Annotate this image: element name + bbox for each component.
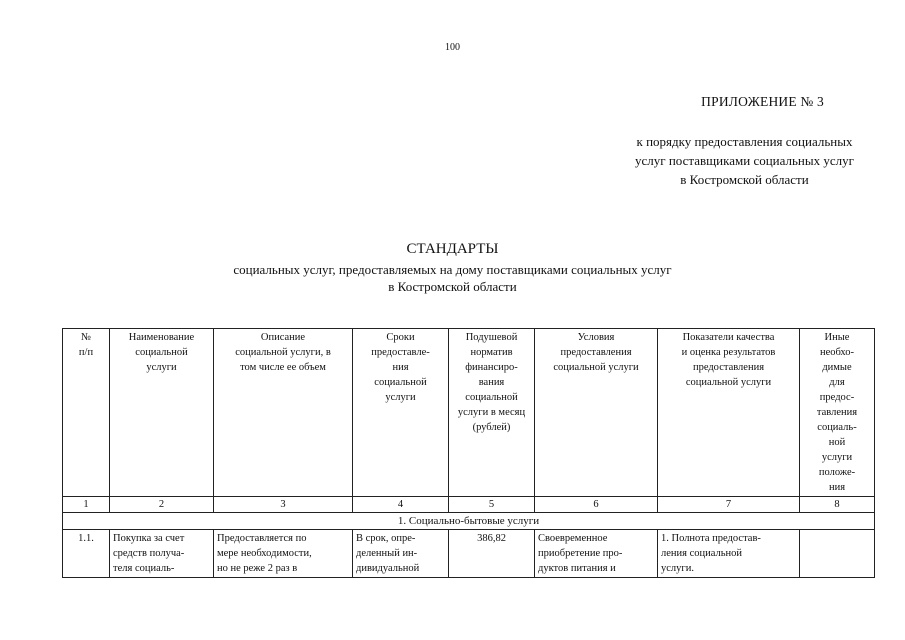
- row-financing-norm: 386,82: [449, 530, 535, 578]
- column-number: 1: [63, 497, 110, 513]
- header-cell-other-provisions: Иные необхо- димые для предос- тавления социаль- ной услуги положе- ния: [800, 329, 875, 497]
- page-number: 100: [445, 42, 460, 53]
- column-number: 8: [800, 497, 875, 513]
- column-number: 7: [658, 497, 800, 513]
- appendix-reference-line: услуг поставщиками социальных услуг: [635, 153, 854, 168]
- row-number: 1.1.: [63, 530, 110, 578]
- column-number: 4: [353, 497, 449, 513]
- row-conditions: Своевременное приобретение про- дуктов питания и: [535, 530, 658, 578]
- row-service-name: Покупка за счет средств получа- теля социаль-: [110, 530, 214, 578]
- appendix-title: ПРИЛОЖЕНИЕ № 3: [701, 94, 824, 109]
- document-title: СТАНДАРТЫ: [406, 241, 499, 257]
- header-cell-terms: Сроки предоставле- ния социальной услуги: [353, 329, 449, 497]
- header-cell-financing-norm: Подушевой норматив финансиро- вания социальной услуги в месяц (рублей): [449, 329, 535, 497]
- column-number-row: [63, 497, 875, 513]
- standards-table: [62, 328, 875, 578]
- subtitle-line: социальных услуг, предоставляемых на дому поставщиками социальных услуг: [233, 262, 672, 277]
- column-number: 2: [110, 497, 214, 513]
- row-quality-indicators: 1. Полнота предостав- ления социальной услуги.: [658, 530, 800, 578]
- header-cell-number: № п/п: [63, 329, 110, 497]
- appendix-reference: [612, 132, 877, 189]
- header-cell-description: Описание социальной услуги, в том числе ее объем: [214, 329, 353, 497]
- table-row: [63, 530, 875, 578]
- row-description: Предоставляется по мере необходимости, но не реже 2 раз в: [214, 530, 353, 578]
- row-other-provisions: [800, 530, 875, 578]
- appendix-reference-line: в Костромской области: [680, 172, 809, 187]
- header-cell-quality-indicators: Показатели качества и оценка результатов предоставления социальной услуги: [658, 329, 800, 497]
- column-number: 3: [214, 497, 353, 513]
- document-subtitle: [0, 261, 905, 295]
- section-title: 1. Социально-бытовые услуги: [63, 513, 875, 530]
- header-cell-conditions: Условия предоставления социальной услуги: [535, 329, 658, 497]
- column-number: 5: [449, 497, 535, 513]
- subtitle-line: в Костромской области: [388, 279, 517, 294]
- row-terms: В срок, опре- деленный ин- дивидуальной: [353, 530, 449, 578]
- column-number: 6: [535, 497, 658, 513]
- appendix-reference-line: к порядку предоставления социальных: [636, 134, 853, 149]
- section-row: [63, 513, 875, 530]
- table-header-row: [63, 329, 875, 497]
- header-cell-service-name: Наименование социальной услуги: [110, 329, 214, 497]
